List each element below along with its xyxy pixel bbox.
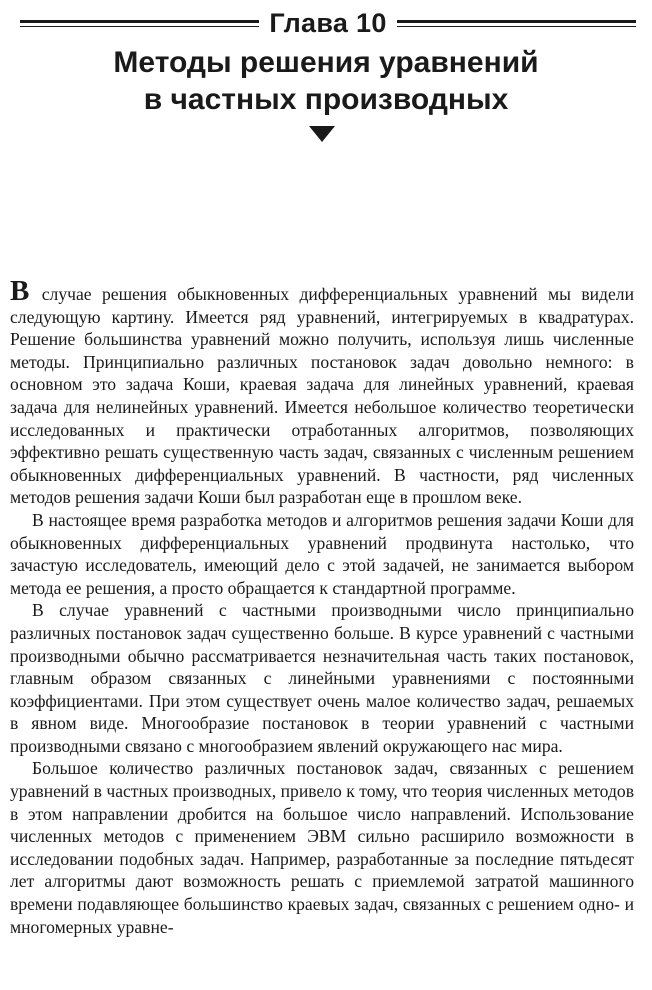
paragraph-1 [10,275,634,509]
paragraph-4: Большое количество различных постановок задач, связанных с решением уравнений в частных производных, привело к тому, что теория численных методов в этом направлении дробится на большое число направлений. Использование численных методов с применением ЭВМ сильно расширило возможности в исследовании подобных задач. Например, разработанные за последние пятьдесят лет алгоритмы дают возможность решать с приемлемой затратой машинного времени подавляющее большинство краевых задач, связанных с решением одно- и многомерных уравне- [10,758,634,937]
paragraph-3: В случае уравнений с частными производными число принципиально различных постановок задач существенно больше. В курсе уравнений с частными производными обычно рассматривается незначительная часть таких постановок, главным образом связанных с линейными уравнениями с постоянными коэффициентами. При этом существует очень малое количество задач, решаемых в явном виде. Многообразие постановок в теории уравнений с частными производными связано с многообразием явлений окружающего нас мира. [10,600,634,756]
body-text [10,275,634,938]
left-rule [20,20,259,27]
chapter-title [0,44,652,118]
right-rule [397,20,636,27]
chapter-title-line-1: Методы решения уравнений [113,46,539,79]
down-triangle-icon [309,126,335,142]
paragraph-1-text: случае решения обыкновенных дифференциальных уравнений мы видели следующую картину. Имеется ряд уравнений, интегрируемых в квадратурах. Решение большинства уравнений можно получить, используя лишь численные методы. Принципиально различных постановок задач довольно немного: в основном это задача Коши, краевая задача для линейных уравнений, краевая задача для нелинейных уравнений. Имеется небольшое количество теоретически исследованных и практически отработанных алгоритмов, позволяющих эффективно решать существенную часть задач, связанных с численным решением обыкновенных дифференциальных уравнений. В частности, ряд численных методов решения задачи Коши был разработан еще в прошлом веке. [10,284,634,508]
chapter-number: Глава 10 [269,7,387,38]
chapter-title-line-2: в частных производных [143,83,509,116]
drop-cap: В [10,275,30,307]
paragraph-2: В настоящее время разработка методов и алгоритмов решения задачи Коши для обыкновенных дифференциальных уравнений продвинута настолько, что зачастую исследователь, имеющий дело с этой задачей, не занимается выбором метода ее решения, а просто обращается к стандартной программе. [10,509,634,598]
chapter-header [20,8,636,38]
